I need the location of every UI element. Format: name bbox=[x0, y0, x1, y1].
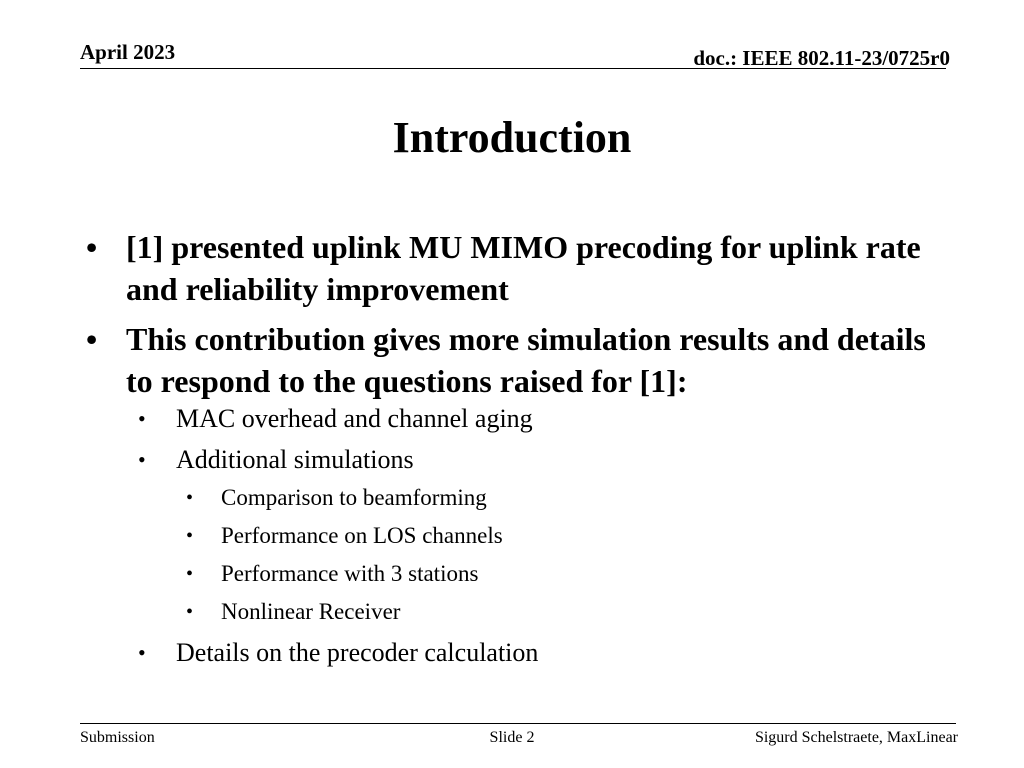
bullet-icon: • bbox=[86, 321, 98, 357]
footer-submission: Submission bbox=[80, 729, 155, 746]
sub-bullet-item bbox=[80, 638, 960, 668]
sub-bullet-item bbox=[80, 445, 960, 627]
bullet-icon: • bbox=[186, 563, 194, 585]
footer-author: Sigurd Schelstraete, MaxLinear bbox=[754, 729, 958, 746]
bullet-text: [1] presented uplink MU MIMO precoding for uplink rate and reliability improvement bbox=[126, 229, 921, 307]
bullet-icon: • bbox=[138, 640, 146, 665]
sub-sub-bullet-item bbox=[80, 483, 960, 513]
sub-sub-bullet-item bbox=[80, 559, 960, 589]
sub-sub-bullet-text: Comparison to beamforming bbox=[221, 485, 487, 510]
sub-sub-bullet-item bbox=[80, 521, 960, 551]
bullet-icon: • bbox=[138, 447, 146, 472]
header-divider bbox=[80, 68, 946, 69]
header-doc-id: doc.: IEEE 802.11-23/0725r0 bbox=[693, 46, 950, 70]
bullet-icon: • bbox=[186, 601, 194, 623]
bullet-list bbox=[80, 226, 960, 668]
footer-divider bbox=[80, 723, 956, 724]
bullet-icon: • bbox=[138, 406, 146, 431]
sub-bullet-text: Details on the precoder calculation bbox=[176, 638, 539, 667]
bullet-icon: • bbox=[86, 229, 98, 265]
footer-slide-number: Slide 2 bbox=[489, 729, 535, 746]
sub-bullet-text: Additional simulations bbox=[176, 445, 414, 474]
sub-sub-bullet-text: Performance with 3 stations bbox=[221, 561, 479, 586]
bullet-text: This contribution gives more simulation results and details to respond to the questions raised for [1]: bbox=[126, 321, 926, 399]
slide-title: Introduction bbox=[392, 113, 632, 162]
header-date: April 2023 bbox=[80, 40, 176, 64]
sub-sub-bullet-item bbox=[80, 597, 960, 627]
sub-bullet-item bbox=[80, 404, 960, 434]
slide-content bbox=[80, 226, 960, 679]
sub-bullet-text: MAC overhead and channel aging bbox=[176, 404, 533, 433]
sub-bullet-list bbox=[80, 404, 960, 668]
bullet-icon: • bbox=[186, 525, 194, 547]
sub-sub-bullet-text: Nonlinear Receiver bbox=[221, 599, 401, 624]
bullet-item bbox=[80, 318, 960, 668]
sub-sub-bullet-list bbox=[80, 483, 960, 627]
bullet-item bbox=[80, 226, 960, 310]
sub-sub-bullet-text: Performance on LOS channels bbox=[221, 523, 503, 548]
bullet-icon: • bbox=[186, 487, 194, 509]
